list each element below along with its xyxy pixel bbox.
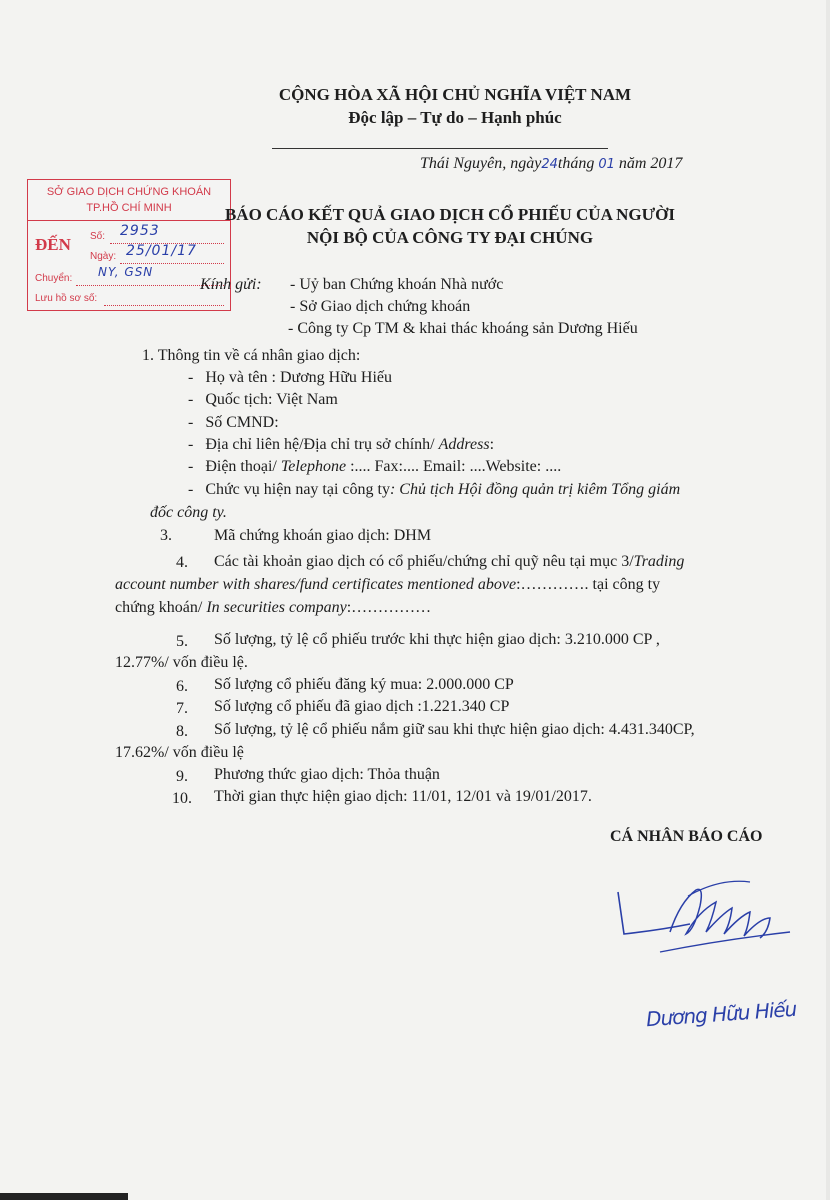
person-address: - Địa chỉ liên hệ/Địa chỉ trụ sở chính/ Address: bbox=[188, 436, 495, 453]
item9-num: 9. bbox=[176, 768, 188, 785]
item4-e: chứng khoán/ bbox=[115, 599, 207, 616]
report-title-line2: NỘI BỘ CỦA CÔNG TY ĐẠI CHÚNG bbox=[306, 228, 594, 247]
item4-a: Các tài khoản giao dịch có cổ phiếu/chứng chỉ quỹ nêu tại mục 3/ bbox=[214, 553, 634, 570]
phone-rest: :.... Fax:.... Email: ....Website: .... bbox=[346, 458, 562, 475]
phone-en: Telephone bbox=[280, 458, 347, 475]
date-line bbox=[420, 155, 682, 173]
stamp-luu-dots bbox=[104, 294, 224, 306]
item4-line3 bbox=[115, 599, 431, 617]
stamp-ngay-label: Ngày: bbox=[90, 251, 117, 262]
section1-heading: 1. Thông tin về cá nhân giao dịch: bbox=[142, 347, 361, 364]
date-year: năm 2017 bbox=[618, 155, 683, 172]
date-prefix: Thái Nguyên, ngày bbox=[420, 155, 542, 172]
date-day: 24 bbox=[541, 157, 558, 172]
report-title-line1: BÁO CÁO KẾT QUẢ GIAO DỊCH CỔ PHIẾU CỦA NGƯỜI bbox=[224, 205, 676, 224]
stamp-ngay-value: 25/01/17 bbox=[126, 243, 197, 259]
stamp-so-value: 2953 bbox=[120, 223, 160, 239]
stamp-chuyen-label: Chuyển: bbox=[35, 273, 73, 284]
item5-num: 5. bbox=[176, 633, 188, 650]
stamp-chuyen-value: NY, GSN bbox=[98, 265, 154, 279]
date-month: 01 bbox=[598, 157, 615, 172]
phone-vi: Điện thoại/ bbox=[205, 458, 281, 475]
signature-scribble bbox=[600, 872, 800, 982]
item4-g: :…………… bbox=[346, 599, 432, 616]
person-position: - Chức vụ hiện nay tại công ty: Chủ tịch Hội đồng quản trị kiêm Tổng giám bbox=[188, 481, 681, 498]
person-id: - Số CMND: bbox=[188, 414, 279, 431]
stamp-so-label: Số: bbox=[90, 231, 106, 242]
item3-text: Mã chứng khoán giao dịch: DHM bbox=[214, 527, 432, 544]
item4-num: 4. bbox=[176, 554, 188, 571]
signature-name: Dương Hữu Hiếu bbox=[645, 996, 798, 1032]
stamp-luu-label: Lưu hồ sơ số: bbox=[35, 293, 98, 304]
person-name: - Họ và tên : Dương Hữu Hiếu bbox=[188, 369, 392, 386]
stamp-den: ĐẾN bbox=[35, 235, 71, 254]
item4-f: In securities company bbox=[206, 599, 347, 616]
person-name-text: Họ và tên : Dương Hữu Hiếu bbox=[205, 369, 392, 386]
recipient-2: - Sở Giao dịch chứng khoán bbox=[290, 298, 471, 315]
address-colon: : bbox=[489, 436, 495, 453]
item4-line1 bbox=[214, 553, 684, 571]
item10-num: 10. bbox=[172, 790, 192, 807]
position-value-cont: đốc công ty. bbox=[150, 504, 227, 521]
position-value: : Chủ tịch Hội đồng quản trị kiêm Tổng giám bbox=[389, 481, 681, 498]
recipient-1: - Uỷ ban Chứng khoán Nhà nước bbox=[290, 276, 504, 293]
item9-text: Phương thức giao dịch: Thỏa thuận bbox=[214, 766, 440, 783]
address-en: Address bbox=[438, 436, 490, 453]
stamp-org-line2: TP.HỒ CHÍ MINH bbox=[86, 202, 172, 214]
item4-c: account number with shares/fund certificates mentioned above bbox=[115, 576, 517, 593]
stamp-org-line1: SỞ GIAO DỊCH CHỨNG KHOÁN bbox=[46, 186, 212, 198]
item6-num: 6. bbox=[176, 678, 188, 695]
person-id-text: Số CMND: bbox=[205, 414, 279, 431]
item8-num: 8. bbox=[176, 723, 188, 740]
position-vi: Chức vụ hiện nay tại công ty bbox=[205, 481, 390, 498]
item5-line1: Số lượng, tỷ lệ cổ phiếu trước khi thực hiện giao dịch: 3.210.000 CP , bbox=[214, 631, 660, 648]
header-divider bbox=[272, 148, 608, 149]
item3-num: 3. bbox=[160, 527, 172, 544]
signature-heading: CÁ NHÂN BÁO CÁO bbox=[610, 828, 763, 845]
item7-num: 7. bbox=[176, 700, 188, 717]
person-nationality-text: Quốc tịch: Việt Nam bbox=[205, 391, 338, 408]
item4-line2 bbox=[115, 576, 660, 594]
item8-line1: Số lượng, tỷ lệ cổ phiếu nắm giữ sau khi thực hiện giao dịch: 4.431.340CP, bbox=[214, 721, 695, 738]
recipients-label: Kính gửi: bbox=[200, 276, 262, 293]
scan-right-edge bbox=[826, 0, 830, 1200]
recipient-3: - Công ty Cp TM & khai thác khoáng sản Dương Hiếu bbox=[288, 320, 638, 337]
scan-edge-mark bbox=[0, 1193, 128, 1200]
item4-d: :…………. tại công ty bbox=[516, 576, 661, 593]
item5-line2: 12.77%/ vốn điều lệ. bbox=[115, 654, 248, 671]
item8-line2: 17.62%/ vốn điều lệ bbox=[115, 744, 244, 761]
national-title: CỘNG HÒA XÃ HỘI CHỦ NGHĨA VIỆT NAM bbox=[278, 85, 632, 104]
national-motto: Độc lập – Tự do – Hạnh phúc bbox=[348, 108, 562, 127]
address-vi: Địa chỉ liên hệ/Địa chỉ trụ sở chính/ bbox=[205, 436, 439, 453]
item7-text: Số lượng cổ phiếu đã giao dịch :1.221.340 CP bbox=[214, 698, 510, 715]
person-nationality: - Quốc tịch: Việt Nam bbox=[188, 391, 338, 408]
item4-b: Trading bbox=[633, 553, 685, 570]
person-phone: - Điện thoại/ Telephone :.... Fax:.... Email: ....Website: .... bbox=[188, 458, 562, 475]
date-month-label: tháng bbox=[557, 155, 595, 172]
item10-text: Thời gian thực hiện giao dịch: 11/01, 12/01 và 19/01/2017. bbox=[214, 788, 592, 805]
item6-text: Số lượng cổ phiếu đăng ký mua: 2.000.000 CP bbox=[214, 676, 514, 693]
